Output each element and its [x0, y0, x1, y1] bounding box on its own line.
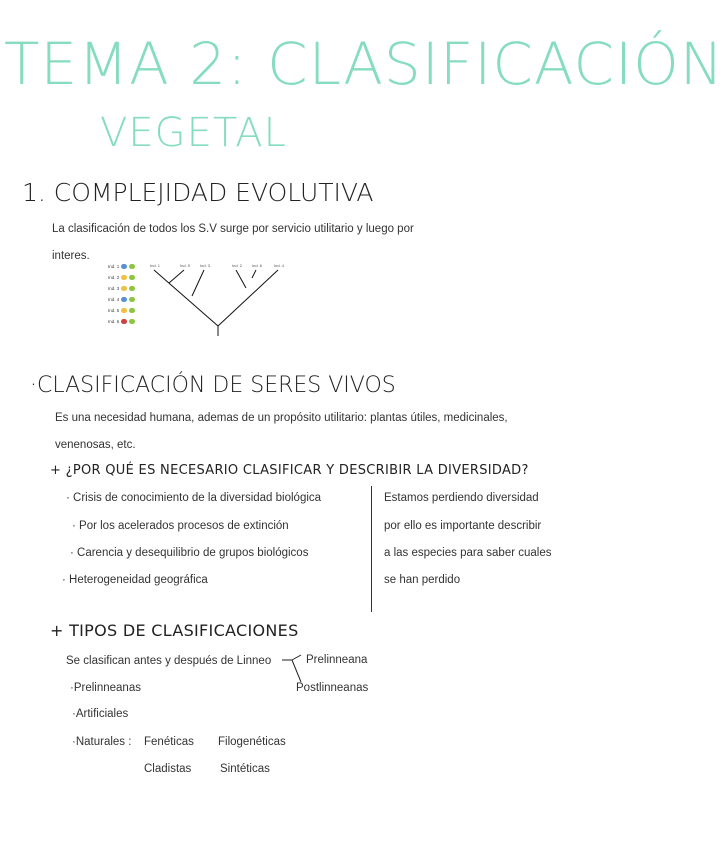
tipo-item: ·Artificiales [72, 708, 129, 720]
side-note-line: a las especies para saber cuales [384, 547, 552, 559]
individual-label: Ind. 3 [108, 286, 120, 291]
section-heading-tipos: + TIPOS DE CLASIFICACIONES [50, 621, 299, 640]
tipo-item: ·Naturales : [72, 736, 132, 748]
tree-tip-label: Ind. 6 [252, 263, 263, 268]
section2-text-line1: Es una necesidad humana, ademas de un propósito utilitario: plantas útiles, medicinales, [55, 412, 508, 424]
reason-bullet: · Por los acelerados procesos de extinción [72, 520, 289, 532]
section-heading-clasificacion: ·CLASIFICACIÓN DE SERES VIVOS [30, 373, 396, 398]
section-heading-complejidad: 1. COMPLEJIDAD EVOLUTIVA [22, 178, 374, 207]
individual-label: Ind. 1 [108, 264, 120, 269]
tree-tip-label: Ind. 4 [274, 263, 285, 268]
phylogenetic-figure [106, 258, 284, 338]
tree-tip-label: Ind. 5 [180, 263, 191, 268]
reason-bullet: · Heterogeneidad geográfica [62, 574, 208, 586]
naturales-filogenetica: Filogenéticas [218, 736, 286, 748]
individual-label: Ind. 2 [108, 275, 120, 280]
section1-text-line2: interes. [52, 250, 90, 262]
tipos-intro: Se clasifican antes y después de Linneo [66, 655, 272, 667]
page-title: TEMA 2: CLASIFICACIÓN [4, 30, 724, 98]
reason-bullet: · Carencia y desequilibrio de grupos biológicos [70, 547, 309, 559]
branch-prelinneana: Prelinneana [306, 654, 368, 666]
individual-label: Ind. 4 [108, 297, 120, 302]
naturales-sinteticas: Sintéticas [220, 763, 270, 775]
individual-label: Ind. 5 [108, 308, 120, 313]
page-subtitle: VEGETAL [100, 110, 287, 156]
branch-postlinneanas: Postlinneanas [296, 682, 369, 694]
divider-line [371, 486, 372, 612]
side-note-line: por ello es importante describir [384, 520, 542, 532]
individual-label: Ind. 6 [108, 319, 120, 324]
section2-text-line2: venenosas, etc. [55, 439, 136, 451]
question-heading: + ¿POR QUÉ ES NECESARIO CLASIFICAR Y DESCRIBIR LA DIVERSIDAD? [50, 463, 529, 478]
tipo-item: ·Prelinneanas [70, 682, 141, 694]
phylogenetic-tree [106, 258, 284, 338]
section1-text-line1: La clasificación de todos los S.V surge por servicio utilitario y luego por [52, 223, 414, 235]
side-note-line: se han perdido [384, 574, 461, 586]
naturales-fenetica: Fenéticas [144, 736, 194, 748]
tree-branches [154, 270, 278, 336]
side-note-line: Estamos perdiendo diversidad [384, 492, 539, 504]
reason-bullet: · Crisis de conocimiento de la diversidad biológica [66, 492, 322, 504]
tree-tip-label: Ind. 2 [232, 263, 243, 268]
tree-tip-label: Ind. 3 [200, 263, 211, 268]
tree-tip-label: Ind. 1 [150, 263, 161, 268]
naturales-cladistas: Cladistas [144, 763, 192, 775]
